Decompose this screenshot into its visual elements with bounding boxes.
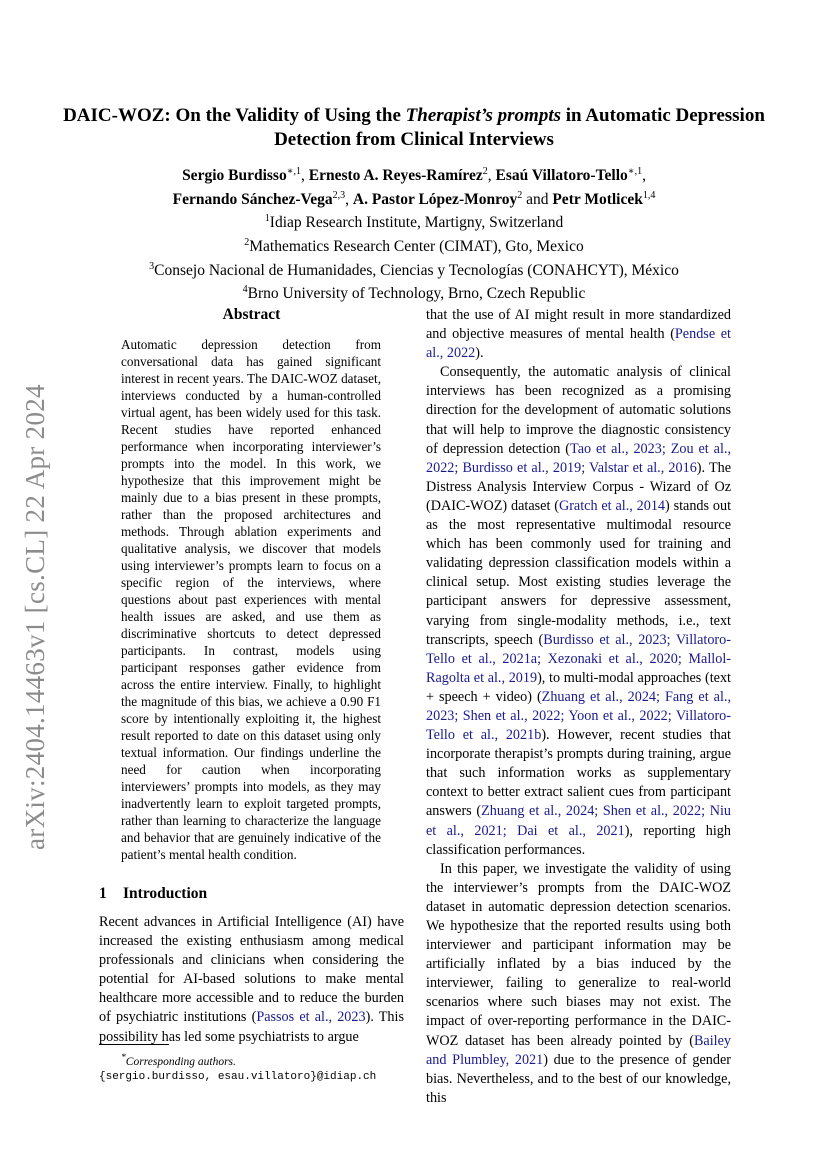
citation-link[interactable]: Passos et al., 2023 bbox=[256, 1009, 366, 1026]
citation-link[interactable]: Bailey and Plumbley, 2021 bbox=[426, 1032, 731, 1068]
footnote-rule bbox=[99, 1044, 169, 1045]
right-column bbox=[426, 306, 731, 1108]
intro-paragraph-2: Consequently, the automatic analysis of clinical interviews has been recognized as a promising direction for the development of automatic solutions that will help to improve the diagnostic consistency of depression detection (Tao et al., 2023; Zou et al., 2022; Burdisso et al., 2019; Valstar et al., 2016). The Distress Analysis Interview Corpus - Wizard of Oz (DAIC-WOZ) dataset (Gratch et al., 2014) stands out as the most representative multimodal resource which has been commonly used for training and validating depression classification models within a clinical setup. Most existing studies leverage the participant answers for depressive assessment, varying from single-modality methods, i.e., text transcripts, speech (Burdisso et al., 2023; Villatoro-Tello et al., 2021a; Xezonaki et al., 2020; Mallol-Ragolta et al., 2019), to multi-modal approaches (text + speech + video) (Zhuang et al., 2024; Fang et al., 2023; Shen et al., 2022; Yoon et al., 2022; Villatoro-Tello et al., 2021b). However, recent studies that incorporate therapist’s prompts during training, argue that such information works as supplementary context to better extract salient cues from participant answers (Zhuang et al., 2024; Shen et al., 2022; Niu et al., 2021; Dai et al., 2021), reporting high classification performances. bbox=[426, 364, 732, 858]
footnote-note: *Corresponding authors. bbox=[121, 1052, 236, 1068]
author-name: Fernando Sánchez-Vega bbox=[172, 190, 333, 208]
author-list: Sergio Burdisso$^{∗,1}$, Ernesto A. Reyes-Ramírez$^2$, Esaú Villatoro-Tello$^{∗,1}$, Fernando Sánchez-Vega$^{2,3}$, A. Pastor López-Monroy$^2$ and Petr Motlicek$^{1,4}$ bbox=[172, 166, 656, 208]
affiliation: $^4$Brno University of Technology, Brno, Czech Republic bbox=[242, 284, 586, 303]
title-block bbox=[60, 104, 768, 304]
abstract-text: Automatic depression detection from conversational data has gained significant interest in recent years. The DAIC-WOZ dataset, interviews conducted by a human-controlled virtual agent, has been widely used for this task. Recent studies have reported enhanced performance when incorporating interviewer’s prompts into the model. In this work, we hypothesize that this improvement might be mainly due to a bias present in these prompts, rather than the proposed architectures and methods. Through ablation experiments and qualitative analysis, we discover that models using interviewer’s prompts learn to focus on a specific region of the interviews, where questions about past experiences with mental health issues are asked, and use them as discriminative shortcuts to detect depressed participants. In contrast, models using participant responses gather evidence from across the entire interview. Finally, to highlight the magnitude of this bias, we achieve a 0.90 F1 score by intentionally exploiting it, the highest result reported to date on this dataset using only textual information. Our findings underline the need for caution when incorporating interviewers’ prompts into models, as they may inadvertently learn to exploit targeted prompts, rather than learning to characterize the language and behavior that are genuinely indicative of the patient’s mental health condition. bbox=[121, 337, 381, 862]
arxiv-sidebar-stamp: arXiv:2404.14463v1 [cs.CL] 22 Apr 2024 bbox=[20, 384, 50, 850]
affiliation: $^2$Mathematics Research Center (CIMAT), Gto, Mexico bbox=[244, 236, 584, 256]
citation-link[interactable]: Tao et al., 2023; Zou et al., 2022; Burdisso et al., 2019; Valstar et al., 2016 bbox=[426, 440, 731, 476]
abstract-heading: Abstract bbox=[222, 306, 281, 323]
paper-title: DAIC-WOZ: On the Validity of Using the Therapist’s prompts in Automatic Depression Detection from Clinical Interviews bbox=[63, 105, 765, 150]
citation-link[interactable]: Gratch et al., 2014 bbox=[558, 497, 666, 514]
author-name: Sergio Burdisso bbox=[182, 167, 287, 185]
footnote bbox=[99, 1050, 409, 1085]
citation-link[interactable]: Zhuang et al., 2024; Shen et al., 2022; Niu et al., 2021; Dai et al., 2021 bbox=[426, 803, 731, 839]
footnote-emails: {sergio.burdisso, esau.villatoro}@idiap.ch bbox=[99, 1070, 377, 1083]
left-column bbox=[99, 306, 404, 1047]
section-heading-introduction: 1 Introduction bbox=[99, 885, 208, 902]
intro-paragraph-1: Recent advances in Artificial Intelligence (AI) have increased the existing enthusiasm among medical professionals and clinicians when considering the potential for AI-based solutions to make mental healthcare more accessible and to reduce the burden of psychiatric institutions (Passos et al., 2023). This possibility has led some psychiatrists to argue bbox=[99, 914, 404, 1045]
citation-link[interactable]: Burdisso et al., 2023; Villatoro-Tello et al., 2021a; Xezonaki et al., 2020; Mallol-Ragolta et al., 2019 bbox=[426, 631, 731, 686]
intro-paragraph-3: In this paper, we investigate the validity of using the interviewer’s prompts from the DAIC-WOZ dataset in automatic depression detection scenarios. We hypothesize that the reported results using both interviewer and participant information may be artificially inflated by a bias induced by the interviewer, failing to generalize to real-world scenarios where such biases may not exist. The impact of over-reporting performance in the DAIC-WOZ dataset has been already pointed by (Bailey and Plumbley, 2021) due to the presence of gender bias. Nevertheless, and to the best of our knowledge, this bbox=[426, 860, 731, 1106]
author-name: Esaú Villatoro-Tello bbox=[495, 167, 628, 185]
affiliation: $^1$Idiap Research Institute, Martigny, Switzerland bbox=[264, 213, 564, 232]
citation-link[interactable]: Zhuang et al., 2024; Fang et al., 2023; Shen et al., 2022; Yoon et al., 2022; Villatoro-Tello et al., 2021b bbox=[426, 688, 731, 744]
author-name: A. Pastor López-Monroy bbox=[352, 190, 518, 208]
author-name: Ernesto A. Reyes-Ramírez bbox=[308, 167, 483, 185]
citation-link[interactable]: Pendse et al., 2022 bbox=[426, 326, 731, 362]
author-name: Petr Motlicek bbox=[552, 190, 643, 208]
affiliation: $^3$Consejo Nacional de Humanidades, Ciencias y Tecnologías (CONAHCYT), México bbox=[149, 260, 679, 279]
intro-paragraph-1-cont: that the use of AI might result in more standardized and objective measures of mental health (Pendse et al., 2022). bbox=[426, 307, 731, 362]
